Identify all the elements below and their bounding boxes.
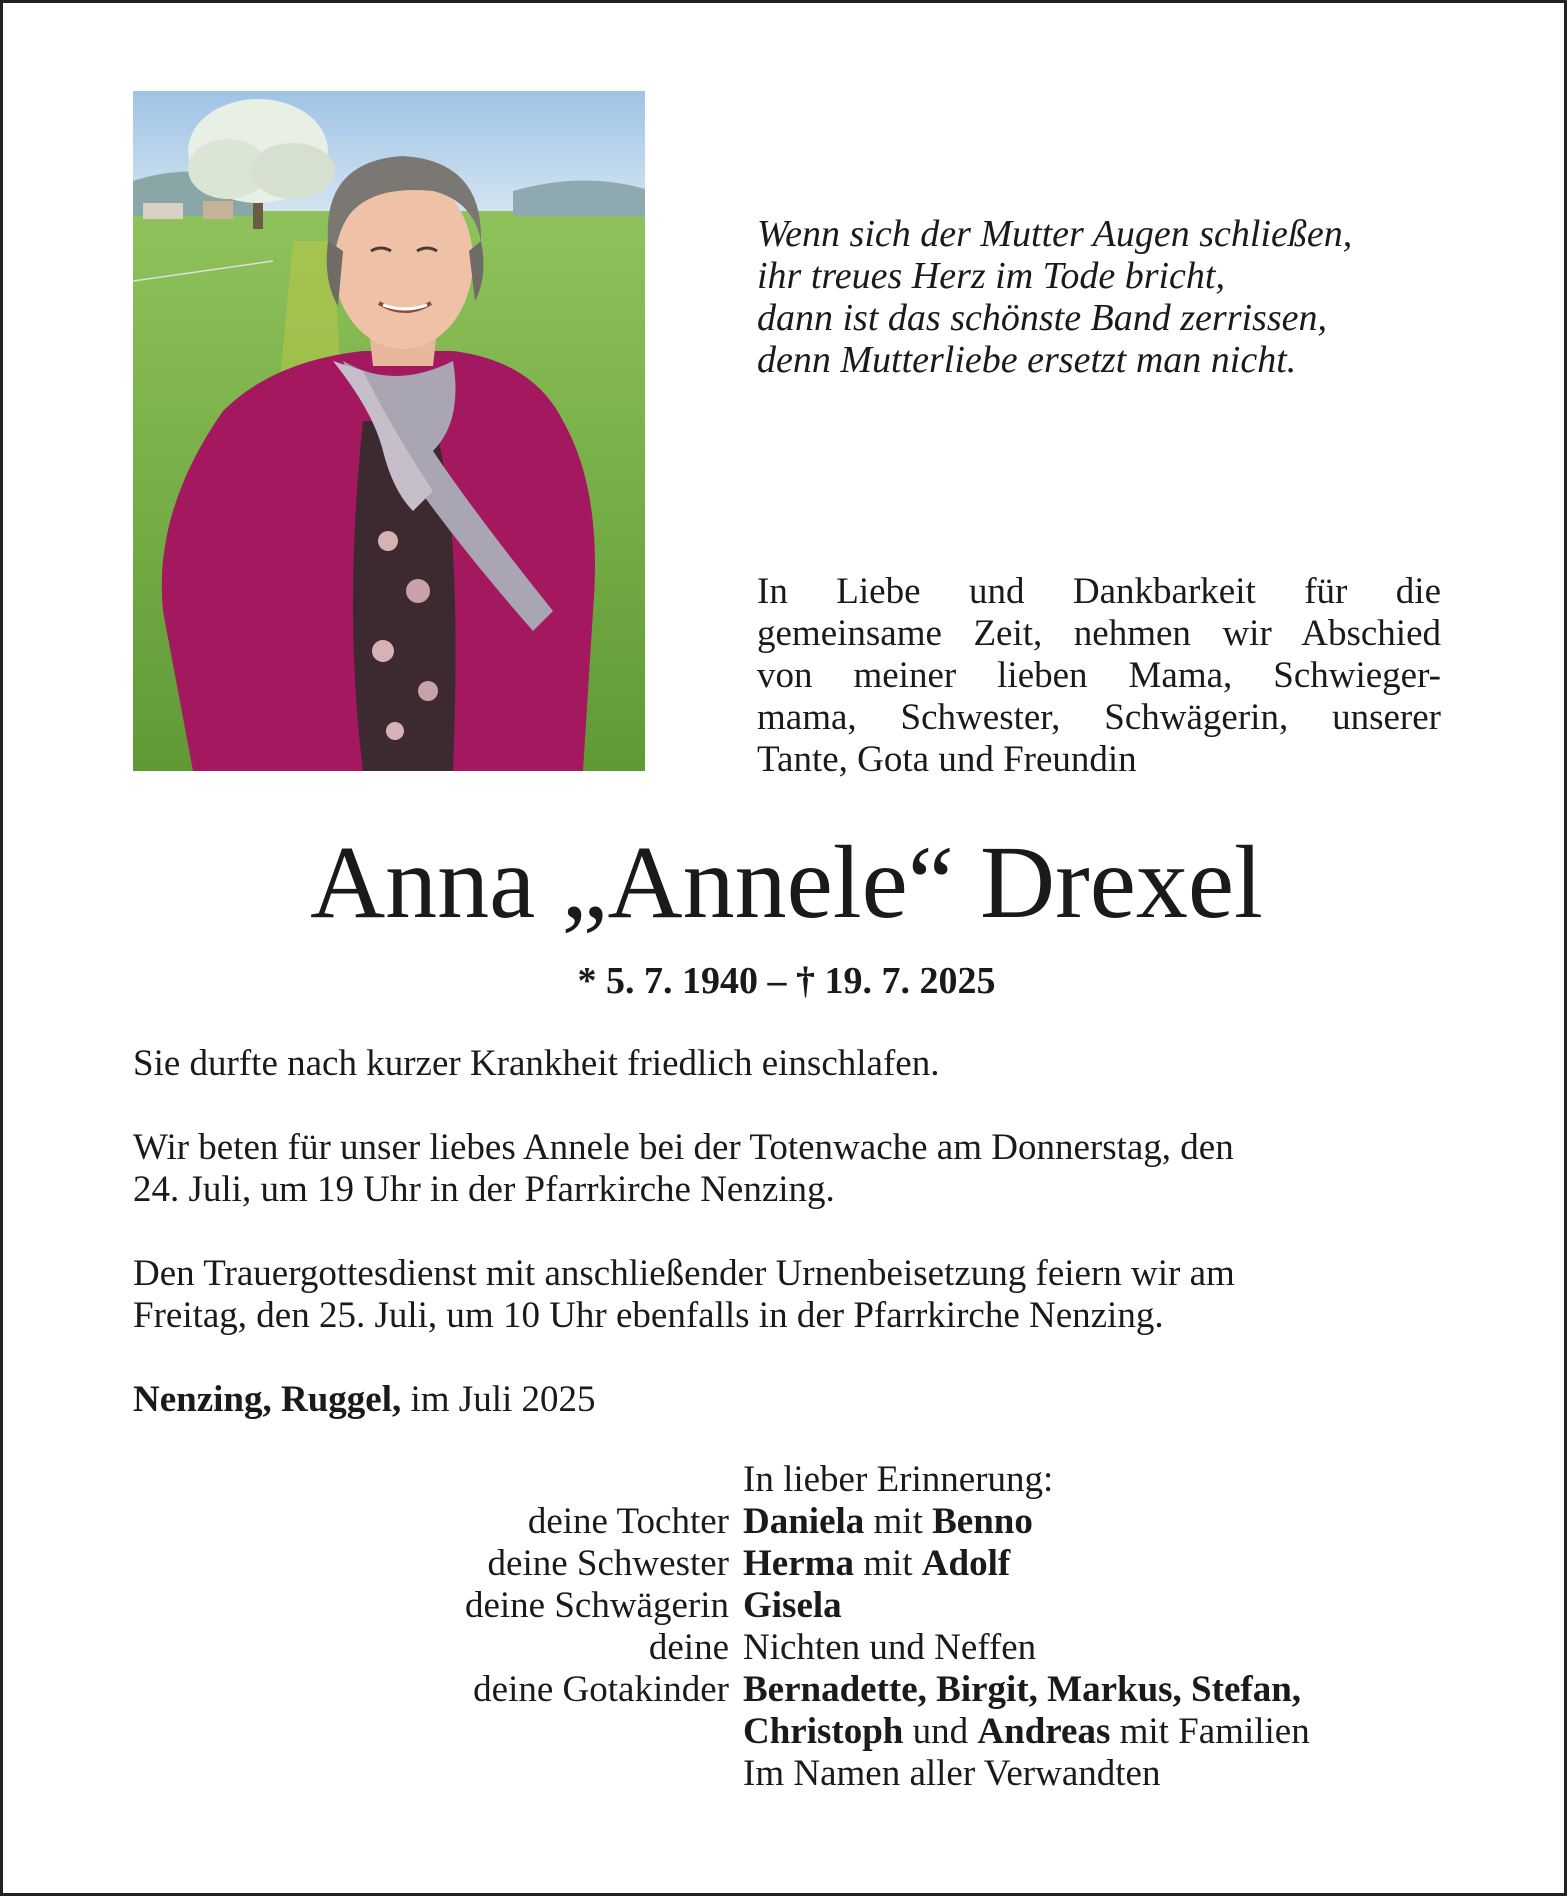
signers-heading-row (303, 1459, 1453, 1501)
relation-label: deine Schwester (487, 1543, 729, 1584)
relation-label: deine Tochter (527, 1501, 729, 1542)
relation-label: deine (648, 1627, 729, 1668)
poem-line: ihr treues Herz im Tode bricht, (757, 255, 1225, 297)
month-year: im Juli 2025 (401, 1379, 596, 1420)
farewell-intro (757, 571, 1441, 781)
signers-footer-row (303, 1753, 1453, 1795)
signer-name: Gisela (743, 1585, 842, 1626)
signer-name: Bernadette, Birgit, Markus, Stefan, (743, 1669, 1302, 1710)
relation-label: deine Schwägerin (464, 1585, 729, 1626)
body-line: Den Trauergottesdienst mit anschließender Urnenbeisetzung feiern wir am (133, 1253, 1235, 1294)
signers-footer: Im Namen aller Verwandten (743, 1753, 1161, 1794)
intro-line: In Liebe und Dankbarkeit für die (757, 571, 1441, 612)
signer-suffix: mit Familien (1110, 1711, 1310, 1752)
intro-line: mama, Schwester, Schwägerin, unserer (757, 697, 1441, 738)
signer-join: und (903, 1711, 978, 1752)
signers-heading: In lieber Erinnerung: (743, 1459, 1054, 1500)
intro-line: Tante, Gota und Freundin (757, 739, 1137, 780)
signer-row (303, 1627, 1453, 1669)
intro-line: von meiner lieben Mama, Schwieger- (757, 655, 1441, 696)
body-paragraph (133, 1043, 1443, 1085)
signer-row (303, 1543, 1453, 1585)
signer-name: Herma (743, 1543, 854, 1584)
body-paragraph (133, 1127, 1443, 1211)
relation-label: deine Gotakinder (473, 1669, 729, 1710)
deceased-name: Anna „Annele“ Drexel (310, 825, 1263, 940)
signer-name: Daniela (743, 1501, 865, 1542)
poem-line: dann ist das schönste Band zerrissen, (757, 297, 1327, 339)
signers-block (303, 1459, 1453, 1795)
place-and-date (133, 1379, 1443, 1421)
body-line: Sie durfte nach kurzer Krankheit friedlich einschlafen. (133, 1043, 940, 1084)
signer-row (303, 1585, 1453, 1627)
body-paragraph (133, 1253, 1443, 1337)
signer-name: Andreas (977, 1711, 1111, 1752)
signer-row (303, 1669, 1453, 1711)
signer-name: Adolf (921, 1543, 1011, 1584)
signer-name: Benno (932, 1501, 1033, 1542)
body-line: Wir beten für unser liebes Annele bei der Totenwache am Donnerstag, den (133, 1127, 1234, 1168)
intro-line: gemeinsame Zeit, nehmen wir Abschied (757, 613, 1441, 654)
poem-verse (757, 213, 1352, 381)
portrait-photo (133, 91, 645, 771)
signer-text: Nichten und Neffen (743, 1627, 1037, 1668)
signer-row-continued (303, 1711, 1453, 1753)
signer-row (303, 1501, 1453, 1543)
poem-line: denn Mutterliebe ersetzt man nicht. (757, 339, 1297, 381)
body-line: Freitag, den 25. Juli, um 10 Uhr ebenfalls in der Pfarrkirche Nenzing. (133, 1295, 1164, 1336)
poem-line: Wenn sich der Mutter Augen schließen, (757, 213, 1353, 255)
signer-name: Christoph (743, 1711, 904, 1752)
life-dates: * 5. 7. 1940 – † 19. 7. 2025 (577, 960, 996, 1002)
signer-join: mit (864, 1501, 933, 1542)
body-line: 24. Juli, um 19 Uhr in der Pfarrkirche Nenzing. (133, 1169, 835, 1210)
obituary-body (133, 1043, 1443, 1463)
place-names: Nenzing, Ruggel, (133, 1379, 402, 1420)
signer-join: mit (853, 1543, 922, 1584)
